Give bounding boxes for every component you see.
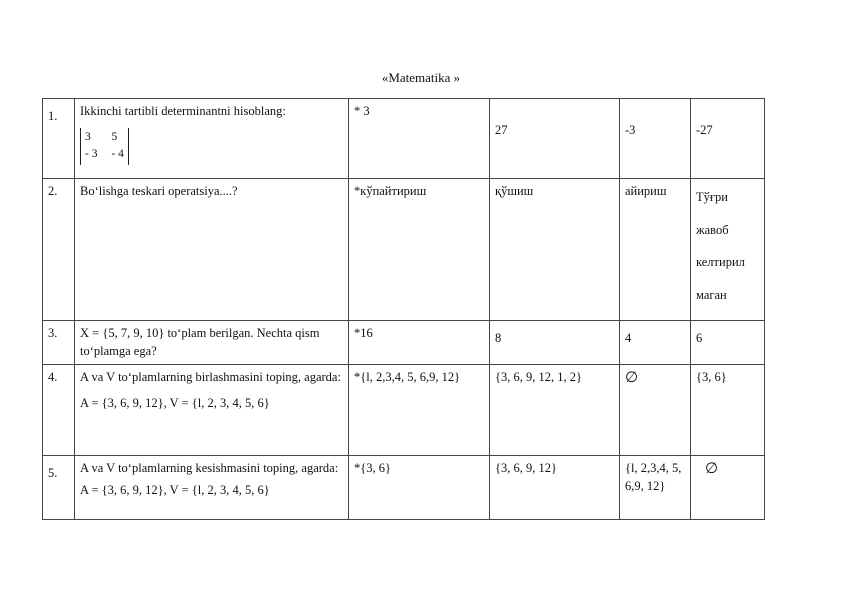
- question-text: A va V to‘plamlarning birlashmasini toping, agarda:: [80, 370, 341, 384]
- question-number: 4.: [43, 365, 75, 456]
- answer-option: 8: [490, 321, 620, 365]
- matrix-cell: 5: [111, 131, 118, 144]
- answer-option: -3: [620, 99, 691, 179]
- answer-correct: *16: [349, 321, 490, 365]
- document-title: «Matematika »: [381, 70, 461, 85]
- answer-correct: *{3, 6}: [349, 456, 490, 520]
- answer-line: Тўғри: [696, 190, 728, 204]
- answer-correct: *{l, 2,3,4, 5, 6,9, 12}: [349, 365, 490, 456]
- answer-option: қўшиш: [490, 179, 620, 321]
- answer-option: [691, 179, 765, 321]
- set-definitions: A = {3, 6, 9, 12}, V = {l, 2, 3, 4, 5, 6}: [80, 396, 270, 411]
- matrix-cell: 3: [85, 131, 91, 144]
- answer-option: {3, 6}: [691, 365, 765, 456]
- matrix-cell: - 4: [111, 148, 124, 161]
- question-text: Bo‘lishga teskari operatsiya....?: [75, 179, 349, 321]
- answer-correct: * 3: [349, 99, 490, 179]
- answer-line: маган: [696, 287, 727, 302]
- matrix-cell: - 3: [85, 148, 98, 161]
- question-text-cell: [75, 365, 349, 456]
- question-text: X = {5, 7, 9, 10} to‘plam berilgan. Nechta qism to‘plamga ega?: [75, 321, 349, 365]
- question-row-5: [43, 456, 765, 520]
- question-number: 5.: [43, 456, 75, 520]
- answer-option: айириш: [620, 179, 691, 321]
- answer-option: 4: [620, 321, 691, 365]
- question-row-2: [43, 179, 765, 321]
- answer-option: {3, 6, 9, 12}: [490, 456, 620, 520]
- answer-option: ∅: [691, 456, 765, 520]
- question-text-cell: [75, 99, 349, 179]
- question-text-cell: [75, 456, 349, 520]
- answer-option: 6: [691, 321, 765, 365]
- determinant-matrix: [80, 128, 129, 165]
- questions-table: [42, 98, 765, 520]
- question-text: A va V to‘plamlarning kesishmasini toping, agarda:: [80, 461, 339, 475]
- answer-option: ∅: [620, 365, 691, 456]
- question-number: 3.: [43, 321, 75, 365]
- set-definitions: A = {3, 6, 9, 12}, V = {l, 2, 3, 4, 5, 6}: [80, 483, 270, 498]
- question-text: Ikkinchi tartibli determinantni hisoblang:: [80, 104, 286, 118]
- answer-option: -27: [691, 99, 765, 179]
- answer-line: жавоб: [696, 222, 729, 237]
- question-row-4: [43, 365, 765, 456]
- question-row-3: [43, 321, 765, 365]
- question-row-1: [43, 99, 765, 179]
- answer-option: 27: [490, 99, 620, 179]
- answer-correct: *кўпайтириш: [349, 179, 490, 321]
- answer-line: келтирил: [696, 255, 745, 269]
- answer-option: {l, 2,3,4, 5, 6,9, 12}: [620, 456, 691, 520]
- question-number: 2.: [43, 179, 75, 321]
- question-number: 1.: [43, 99, 75, 179]
- answer-option: {3, 6, 9, 12, 1, 2}: [490, 365, 620, 456]
